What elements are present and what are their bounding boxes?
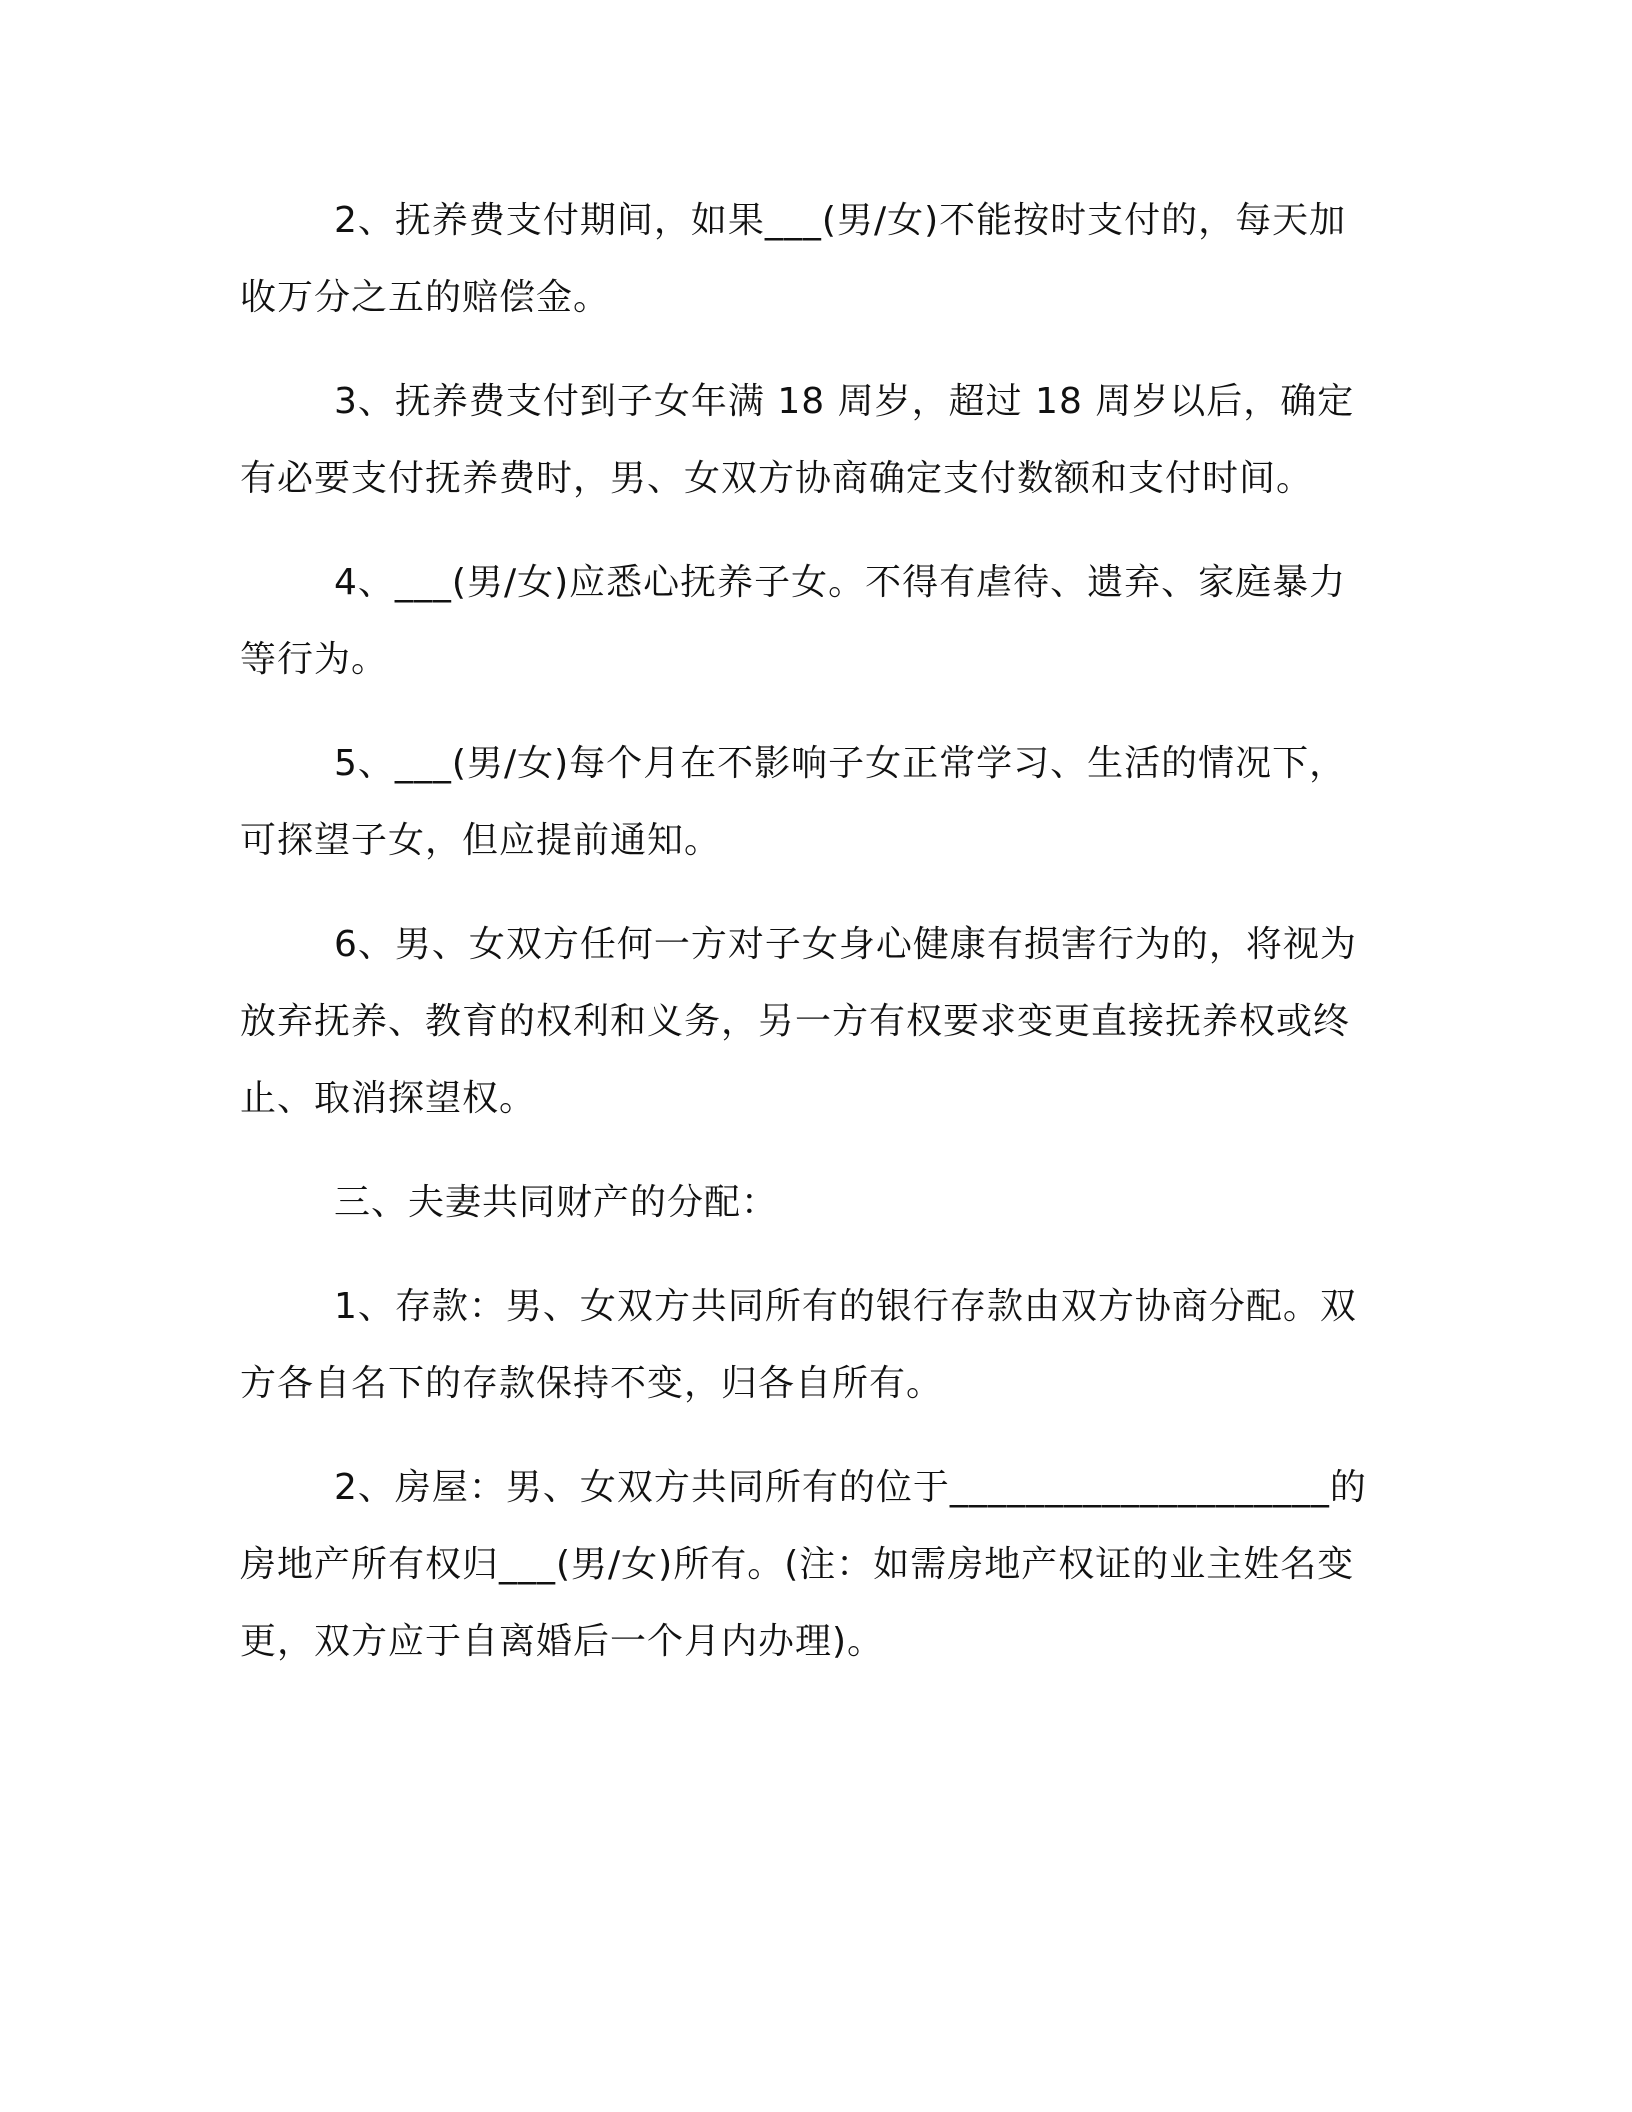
paragraph-harmful-behavior: 6、男、女双方任何一方对子女身心健康有损害行为的，将视为放弃抚养、教育的权利和义务，另一方有权要求变更直接抚养权或终止、取消探望权。 bbox=[240, 924, 1357, 1119]
paragraph-savings: 1、存款：男、女双方共同所有的银行存款由双方协商分配。双方各自名下的存款保持不变，归各自所有。 bbox=[240, 1286, 1357, 1404]
paragraph-support-until-18: 3、抚养费支付到子女年满 18 周岁，超过 18 周岁以后，确定有必要支付抚养费时，男、女双方协商确定支付数额和支付时间。 bbox=[240, 381, 1355, 499]
document-body bbox=[240, 182, 1380, 1707]
paragraph-house: 2、房屋：男、女双方共同所有的位于____________________的房地产所有权归___(男/女)所有。(注：如需房地产权证的业主姓名变更，双方应于自离婚后一个月内办理)。 bbox=[240, 1467, 1367, 1662]
paragraph-support-late-payment: 2、抚养费支付期间，如果___(男/女)不能按时支付的，每天加收万分之五的赔偿金。 bbox=[240, 200, 1347, 318]
paragraph-raise-child: 4、___(男/女)应悉心抚养子女。不得有虐待、遗弃、家庭暴力等行为。 bbox=[240, 562, 1347, 680]
section-heading-property-division: 三、夫妻共同财产的分配： bbox=[334, 1182, 779, 1223]
paragraph-visitation: 5、___(男/女)每个月在不影响子女正常学习、生活的情况下，可探望子女，但应提前通知。 bbox=[240, 743, 1347, 861]
